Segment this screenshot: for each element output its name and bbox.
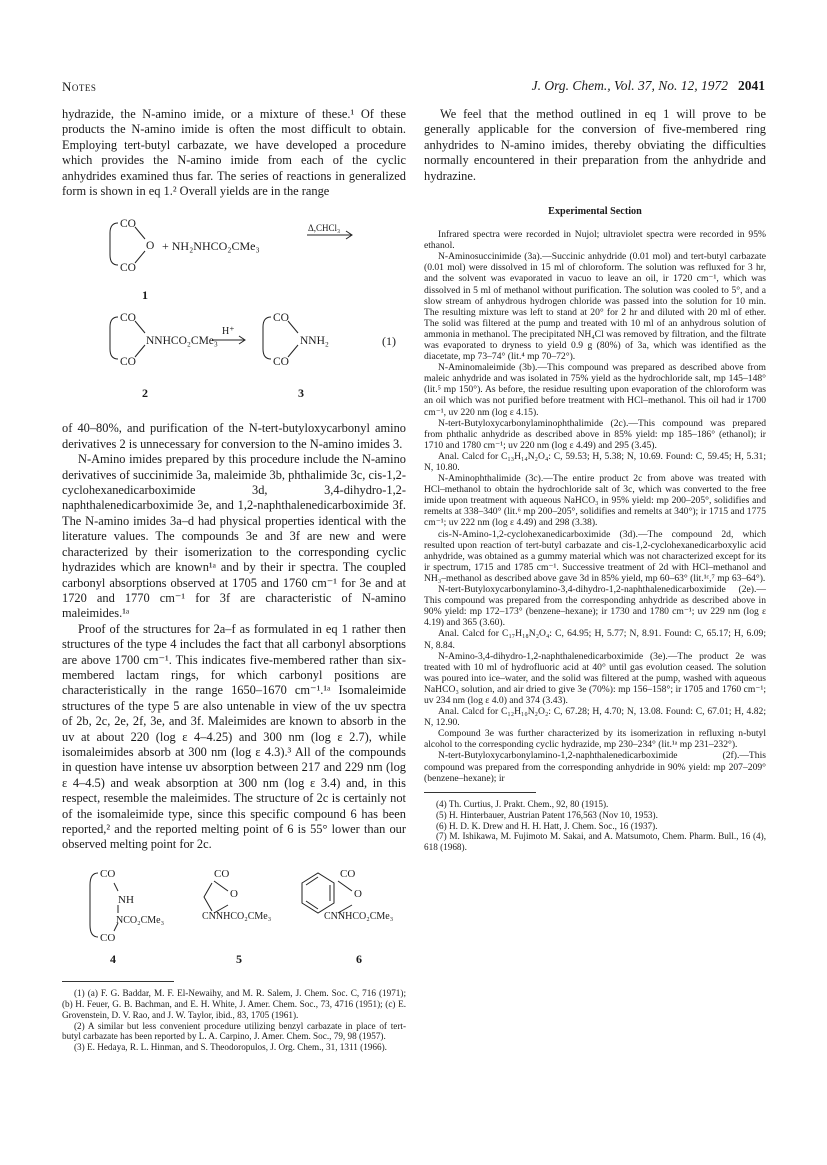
footnote-rule: [424, 792, 536, 793]
co-label: CO: [340, 867, 356, 880]
condition-label: Δ,CHCl₃: [308, 223, 341, 234]
experimental-paragraph: N-Aminophthalimide (3c).—The entire product 2c from above was treated with HCl–methanol to obtain the hydrochloride salt of 3c, which was converted to the free imide upon treatment with aqueous NaHCO₃ in 95% yield: mp 200–205°, solidifies and remelts at 338–340° (lit.⁶ mp 200–205°, solidifies and remelts at 340°); ir 1715 and 1775 cm⁻¹; uv 222 nm (log ε 4.49) and 298 (3.38).: [424, 473, 766, 529]
co-label: CO: [120, 218, 136, 231]
experimental-paragraph: N-tert-Butyloxycarbonylaminophthalimide (2c).—This compound was prepared from phthalic anhydride as described above in 85% yield: mp 185–186° (ethanol); ir 1710 and 1780 cm⁻¹; uv 220 nm (log ε 4.49) and 295 (3.45).: [424, 417, 766, 451]
footnote: (2) A similar but less convenient procedure utilizing benzyl carbazate in place of tert-butyl carbazate has been reported by L. A. Carpino, J. Amer. Chem. Soc., 79, 98 (1957).: [62, 1020, 406, 1042]
analysis-paragraph: Anal. Calcd for C₁₇H₁₈N₂O₄: C, 64.95; H, 5.77; N, 8.91. Found: C, 65.17; H, 6.09; N, 8.84.: [424, 628, 766, 651]
footnote: (7) M. Ishikawa, M. Fujimoto M. Sakai, and A. Matsumoto, Chem. Pharm. Bull., 16 (4), 618 (1968).: [424, 831, 766, 853]
footnote: (1) (a) F. G. Baddar, M. F. El-Newaihy, and M. R. Salem, J. Chem. Soc. C, 716 (1971); (b) H. Feuer, G. B. Bachman, and E. H. White, J. Amer. Chem. Soc., 73, 4716 (1951); (c) E. Grovenstein, D. V. Rao, and J. W. Taylor, ibid., 83, 1705 (1961).: [62, 987, 406, 1020]
footnote: (4) Th. Curtius, J. Prakt. Chem., 92, 80 (1915).: [436, 798, 609, 809]
footnote: (6) H. D. K. Drew and H. H. Hatt, J. Chem. Soc., 16 (1937).: [436, 820, 658, 831]
compound-number-5: 5: [236, 951, 242, 966]
left-column: [62, 107, 406, 1053]
structures-4-5-6: [62, 861, 406, 971]
nh-label: NH: [118, 893, 134, 906]
reaction-scheme-drawing: [62, 205, 406, 417]
experimental-paragraph: cis-N-Amino-1,2-cyclohexanedicarboximide (3d).—The compound 2d, which resulted upon reaction of tert-butyl carbazate and cis-1,2-cyclohexanedicarboxylic acid anhydride, was obtained as a gummy material which was not characterized except for its ir spectrum, 1715 and 1785 cm⁻¹. Successive treatment of 2d with HCl–methanol and NH₃–methanol as described above gave 3d in 85% yield, mp 60–63° (lit.¹ᶜ,⁷ mp 63–64°).: [424, 528, 766, 584]
substituent-label: CNNHCO₂CMe₃: [202, 910, 272, 922]
compound-number-3: 3: [298, 386, 304, 401]
experimental-paragraph: N-Aminomaleimide (3b).—This compound was prepared as described above from maleic anhydride and was isolated in 75% yield as the hydrochloride salt, mp 145–148° (lit.⁵ mp 150°). As before, the residue resulting upon evaporation of the chloroform was an oil which was not purified before treatment with HCl–methanol. This oil had ir 1700 cm⁻¹, uv 220 nm (log ε 4.15).: [424, 362, 766, 418]
equation-number: (1): [382, 334, 396, 349]
experimental-paragraph: N-Amino-3,4-dihydro-1,2-naphthalenedicarboximide (3e).—The product 2e was treated with 10 ml of hydrofluoric acid at 40° until gas evolution ceased. The solution was poured into ice–water, and the solid was filtered at the pump, washed with aqueous NaHCO₃ solution, and air dried to give 3e (70%): mp 156–158°; ir 1705 and 1760 cm⁻¹; uv 234 nm (log ε 4.0) and 374 (3.43).: [424, 650, 766, 706]
intro-paragraph: hydrazide, the N-amino imide, or a mixture of these.¹ Of these products the N-amino imide is often the most difficult to obtain. Employing tert-butyl carbazate, we have developed a procedure which provides the N-amino imide from each of the cyclic anhydrides examined thus far. The series of reactions in generalized form is shown in eq 1.² Overall yields are in the range: [62, 107, 406, 199]
analysis-paragraph: Anal. Calcd for C₁₂H₁₀N₂O₂: C, 67.28; H, 4.70; N, 13.08. Found: C, 67.01; H, 4.82; N, 12.90.: [424, 706, 766, 729]
experimental-paragraph: N-tert-Butyloxycarbonylamino-3,4-dihydro-1,2-naphthalenedicarboximide (2e).—This compound was prepared from the corresponding anhydride as described above in 90% yield: mp 172–173° (benzene–hexane); ir 1730 and 1780 cm⁻¹; uv 229 nm (log ε 4.19) and 365 (3.60).: [424, 584, 766, 629]
footnote: (5) H. Hinterbauer, Austrian Patent 176,563 (Nov 10, 1953).: [436, 809, 658, 820]
substituent-label: NNH₂: [300, 335, 329, 348]
acid-label: H⁺: [222, 326, 235, 338]
co-label: CO: [214, 867, 230, 880]
section-heading: Experimental Section: [548, 206, 642, 218]
analysis-paragraph: Anal. Calcd for C₁₃H₁₄N₂O₄: C, 59.53; H, 5.38; N, 10.69. Found: C, 59.45; H, 5.31; N, 10.80.: [424, 450, 766, 473]
experimental-paragraph: Compound 3e was further characterized by its isomerization in refluxing n-butyl alcohol to the corresponding cyclic hydrazide, mp 230–234° (lit.¹ᵃ mp 231–232°).: [424, 728, 766, 751]
body-paragraph: of 40–80%, and purification of the N-tert-butyloxycarbonyl amino derivatives 2 is unnecessary for conversion to the N-amino imides 3.: [62, 421, 406, 451]
body-paragraph: Proof of the structures for 2a–f as formulated in eq 1 rather then structures of the type 4 includes the fact that all carbonyl absorptions are above 1700 cm⁻¹. This indicates five-membered rather than six-membered lactam rings, for which carbonyl positions are characteristically in the range 1650–1670 cm⁻¹.¹ᵃ Isomaleimide structures of the type 5 are also untenable in view of the uv spectra of 2b, 2c, 2e, 2f, 3e, and 3f. Maleimides are known to absorb in the uv at about 220 (log ε 4–4.25) and 300 nm (log ε 2.7), while isomaleimides absorb at 300 nm (log ε 4.3).³ All of the compounds in question have intense uv absorption between 217 and 229 nm (log ε 4–4.5) and weak absorption at 300 nm (log ε 3.4) and, in this respect, resemble the maleimides. The structure of 2c is certainly not of the isomaleimide type, since this specific compound 6 has been reported,² and the reported melting point of 6 is 55° lower than our observed melting point for 2c.: [62, 621, 406, 852]
compound-number-6: 6: [356, 951, 362, 966]
compound-number-1: 1: [142, 288, 148, 303]
page-number: 2041: [738, 78, 765, 93]
substituent-label: NCO₂CMe₃: [116, 914, 165, 926]
substituent-label: NNHCO₂CMe₃: [146, 335, 218, 348]
co-label: CO: [100, 931, 116, 944]
o-label: O: [146, 240, 155, 253]
experimental-paragraph: N-tert-Butyloxycarbonylamino-1,2-naphthalenedicarboximide (2f).—This compound was prepared from the corresponding anhydride in 90% yield: mp 207–209° (benzene–hexane); ir: [424, 750, 766, 784]
running-head-left: Notes: [62, 79, 97, 94]
reagent-label: + NH₂NHCO₂CMe₃: [162, 239, 260, 254]
experimental-paragraph: N-Aminosuccinimide (3a).—Succinic anhydride (0.01 mol) and tert-butyl carbazate (0.01 mol) were dissolved in 15 ml of chloroform. The solution was refluxed for 3 hr, and the solvent was evaporated in vacuo to leave an oil, ir 1720 cm⁻¹, which was dissolved in 5 ml of methanol without purification. The solution was cooled to 5°, and a slow stream of anhydrous hydrogen chloride was passed into the solution for 10 min. The resulting mixture was left to stand at 20° for 2 hr and diluted with 20 ml of ether. The solid was filtered at the pump and treated with 10 ml of an anhydrous solution of ammonia in methanol. The precipitated NH₄Cl was removed by filtration, and the filtrate was evaporated to dryness to yield 0.9 g (80%) of 3a, which was identified as the diacetate, mp 73–74° (lit.⁴ mp 70–72°).: [424, 251, 766, 363]
body-paragraph: We feel that the method outlined in eq 1 will prove to be generally applicable for the conversion of five-membered ring anhydrides to N-amino imides, thereby obviating the difficulties normally encountered in their preparation from the anhydride and hydrazine.: [424, 107, 766, 183]
co-label: CO: [273, 312, 289, 325]
footnote-rule: [62, 981, 174, 982]
right-column: [424, 107, 766, 853]
co-label: CO: [120, 262, 136, 275]
co-label: CO: [120, 312, 136, 325]
co-label: CO: [120, 356, 136, 369]
running-head-right: [532, 78, 765, 94]
reaction-scheme: [62, 205, 406, 417]
compound-number-2: 2: [142, 386, 148, 401]
co-label: CO: [100, 867, 116, 880]
compound-number-4: 4: [110, 951, 116, 966]
o-label: O: [230, 887, 238, 900]
co-label: CO: [273, 356, 289, 369]
journal-citation: J. Org. Chem., Vol. 37, No. 12, 1972: [531, 78, 728, 93]
substituent-label: CNNHCO₂CMe₃: [324, 910, 394, 922]
o-label: O: [354, 887, 362, 900]
body-paragraph: N-Amino imides prepared by this procedure include the N-amino derivatives of succinimide 3a, maleimide 3b, phthalimide 3c, cis-1,2-cyclohexanedicarboximide 3d, 3,4-dihydro-1,2-naphthalenedicarboximide 3e, and 1,2-naphthalenedicarboximide 3f. The N-amino imides 3a–d had physical properties identical with the literature values. The compounds 3e and 3f are new and were characterized by their isomerization to the corresponding cyclic hydrazides which are known¹ᵃ and by their ir spectra. The coupled carbonyl absorptions observed at 1705 and 1760 cm⁻¹ for 3e and at 1720 and 1770 cm⁻¹ for 3f are characteristic of N-amino maleimides.¹ᵃ: [62, 452, 406, 621]
structures-drawing: [62, 861, 406, 971]
footnote: (3) E. Hedaya, R. L. Hinman, and S. Theodoropulos, J. Org. Chem., 31, 1311 (1966).: [74, 1042, 387, 1053]
experimental-paragraph: Infrared spectra were recorded in Nujol; ultraviolet spectra were recorded in 95% ethanol.: [424, 229, 766, 252]
